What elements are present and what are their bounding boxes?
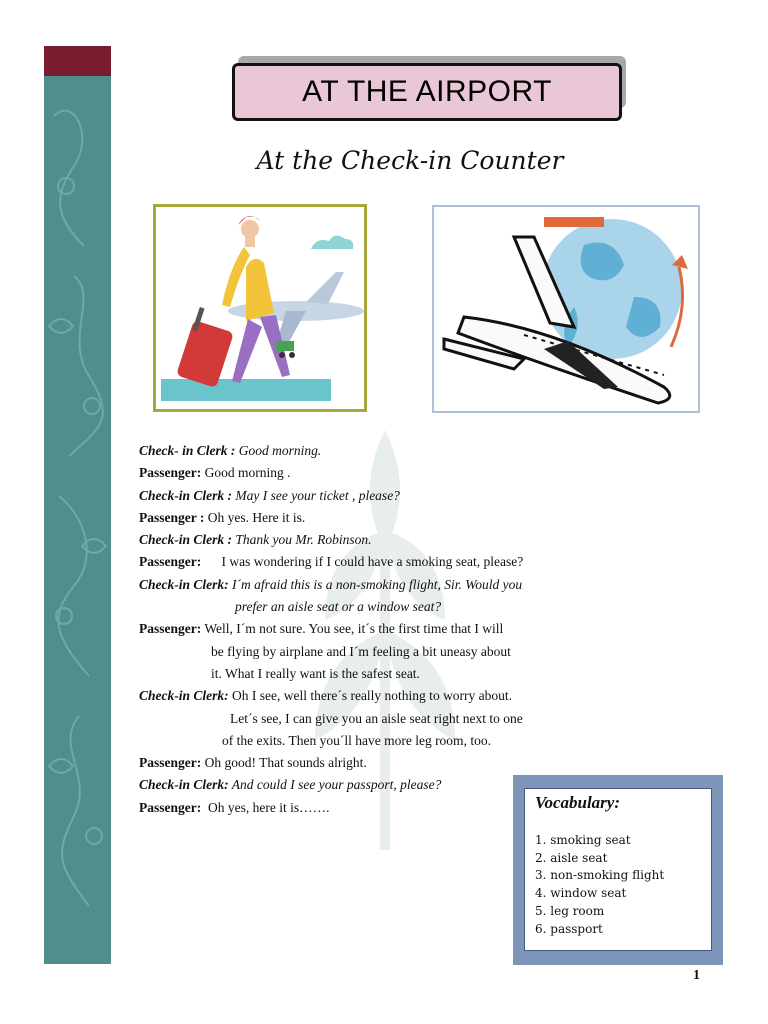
vocabulary-item: 4. window seat [535,886,627,901]
page-number: 1 [693,968,700,983]
page-title: AT THE AIRPORT [232,63,622,121]
vocabulary-item: 2. aisle seat [535,850,608,865]
dialogue-line: it. What I really want is the safest seat. [211,665,420,681]
line-text: And could I see your passport, please? [228,777,442,793]
line-text: I´m afraid this is a non-smoking flight, Sir. Would you [228,576,523,592]
line-text: Oh I see, well there´s really nothing to worry about. [228,688,513,704]
page-subtitle: At the Check-in Counter [256,146,564,175]
speaker-label: Check-in Clerk: [139,688,229,704]
line-text: Good morning . [201,465,291,481]
side-band-top-accent [44,46,111,76]
airplane-globe-icon [434,207,698,411]
speaker-label: Check-in Clerk : [139,487,232,503]
dialogue [139,440,599,819]
dialogue-line [139,551,599,573]
speaker-label: Passenger: [139,755,202,771]
speaker-label: Passenger: [139,621,202,637]
line-text: I was wondering if I could have a smoking seat, please? [201,554,524,570]
speaker-label: Check-in Clerk : [139,532,232,548]
line-text: Good morning. [235,443,322,458]
speaker-label: Check- in Clerk : [139,443,236,458]
airplane-globe-illustration [432,205,700,413]
dialogue-line [139,752,599,774]
dialogue-line: of the exits. Then you´ll have more leg room, too. [222,732,491,748]
dialogue-line: prefer an aisle seat or a window seat? [235,599,442,615]
woman-luggage-icon [156,207,364,409]
traveler-illustration [153,204,367,412]
dialogue-line [139,507,599,529]
speaker-label: Check-in Clerk: [139,576,229,592]
dialogue-line [139,529,599,551]
dialogue-line [139,574,599,596]
speaker-label: Passenger: [139,554,202,570]
speaker-label: Passenger: [139,799,202,815]
line-text: Oh yes, here it is……. [201,799,330,815]
line-text: Thank you Mr. Robinson. [232,532,372,548]
dialogue-line [139,440,599,462]
speaker-label: Passenger: [139,465,202,481]
dialogue-line: be flying by airplane and I´m feeling a bit uneasy about [211,643,511,659]
floral-pattern-icon [44,76,111,964]
vocabulary-item: 5. leg room [535,903,605,918]
vocabulary-list [535,832,664,938]
vocabulary-item: 6. passport [535,921,603,936]
dialogue-line [139,462,599,484]
line-text: Oh good! That sounds alright. [201,755,367,771]
dialogue-line: Let´s see, I can give you an aisle seat right next to one [230,710,523,726]
speaker-label: Passenger : [139,509,205,525]
vocabulary-item: 3. non-smoking flight [535,868,665,883]
dialogue-line [139,618,599,640]
dialogue-line [139,485,599,507]
dialogue-line [139,685,599,707]
vocabulary-item: 1. smoking seat [535,833,631,847]
line-text: Oh yes. Here it is. [204,509,306,525]
line-text: Well, I´m not sure. You see, it´s the first time that I will [201,621,504,637]
speaker-label: Check-in Clerk: [139,777,229,793]
line-text: May I see your ticket , please? [232,487,400,503]
vocabulary-title: Vocabulary: [535,793,620,812]
